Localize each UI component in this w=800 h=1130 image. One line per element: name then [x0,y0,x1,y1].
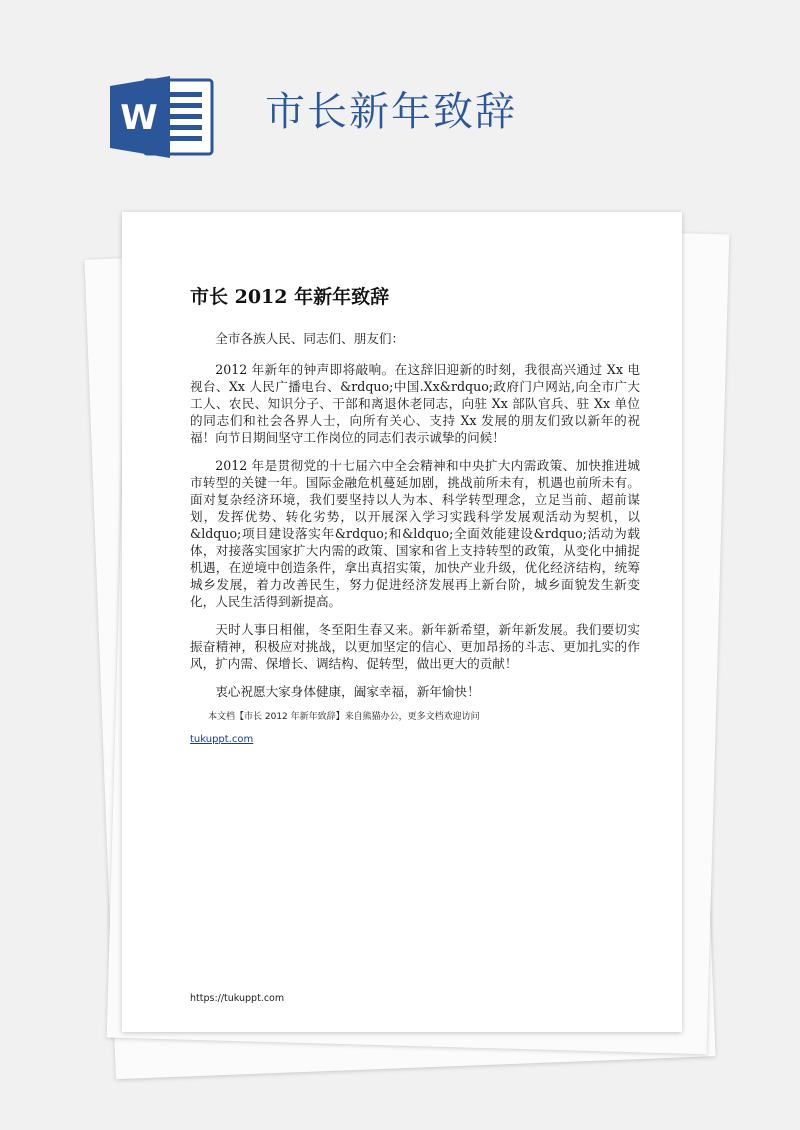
word-icon-letter: W [120,98,158,138]
header-banner [0,0,800,200]
header-title: 市长新年致辞 [265,89,517,135]
source-link[interactable]: tukuppt.com [190,734,254,745]
source-note: 本文档【市长 2012 年新年致辞】来自熊猫办公，更多文档欢迎访问 [208,712,480,722]
footer-url: https://tukuppt.com [190,993,285,1004]
paragraph: 2012 年新年的钟声即将敲响。在这辞旧迎新的时刻，我很高兴通过 Xx 电视台、Xx 人民广播电台、&rdquo;中国.Xx&rdquo;政府门户网站,向全市广大工人、农民、知识分子、干部和离退休老同志，向驻 Xx 部队官兵、驻 Xx 单位的同志们和社会各界人士，向所有关心、支持 Xx 发展的朋友们致以新年的祝福！向节日期间坚守工作岗位的同志们表示诚挚的问候！ [190,362,640,445]
document-title: 市长 2012 年新年致辞 [190,286,390,308]
paragraph: 天时人事日相催，冬至阳生春又来。新年新希望，新年新发展。我们要切实振奋精神，积极应对挑战，以更加坚定的信心、更加昂扬的斗志、更加扎实的作风，扩内需、保增长、调结构、促转型，做出更大的贡献！ [190,622,640,671]
paragraph: 衷心祝愿大家身体健康，阖家幸福，新年愉快！ [215,684,480,699]
paragraph: 2012 年是贯彻党的十七届六中全会精神和中央扩大内需政策、加快推进城市转型的关键一年。国际金融危机蔓延加剧，挑战前所未有，机遇也前所未有。面对复杂经济环境，我们要坚持以人为本、科学转型理念，立足当前、超前谋划，发挥优势、转化劣势，以开展深入学习实践科学发展观活动为契机，以&ldquo;项目建设落实年&rdquo;和&ldquo;全面效能建设&rdquo;活动为载体，对接落实国家扩大内需的政策、国家和省上支持转型的政策，从变化中捕捉机遇，在逆境中创造条件，拿出真招实策，加快产业升级，优化经济结构，统筹城乡发展，着力改善民生，努力促进经济发展再上新台阶，城乡面貌发生新变化，人民生活得到新提高。 [190,458,640,609]
document-page [122,212,682,1032]
greeting-line: 全市各族人民、同志们、朋友们： [215,331,405,346]
document-body [190,330,640,746]
word-icon [110,74,214,160]
